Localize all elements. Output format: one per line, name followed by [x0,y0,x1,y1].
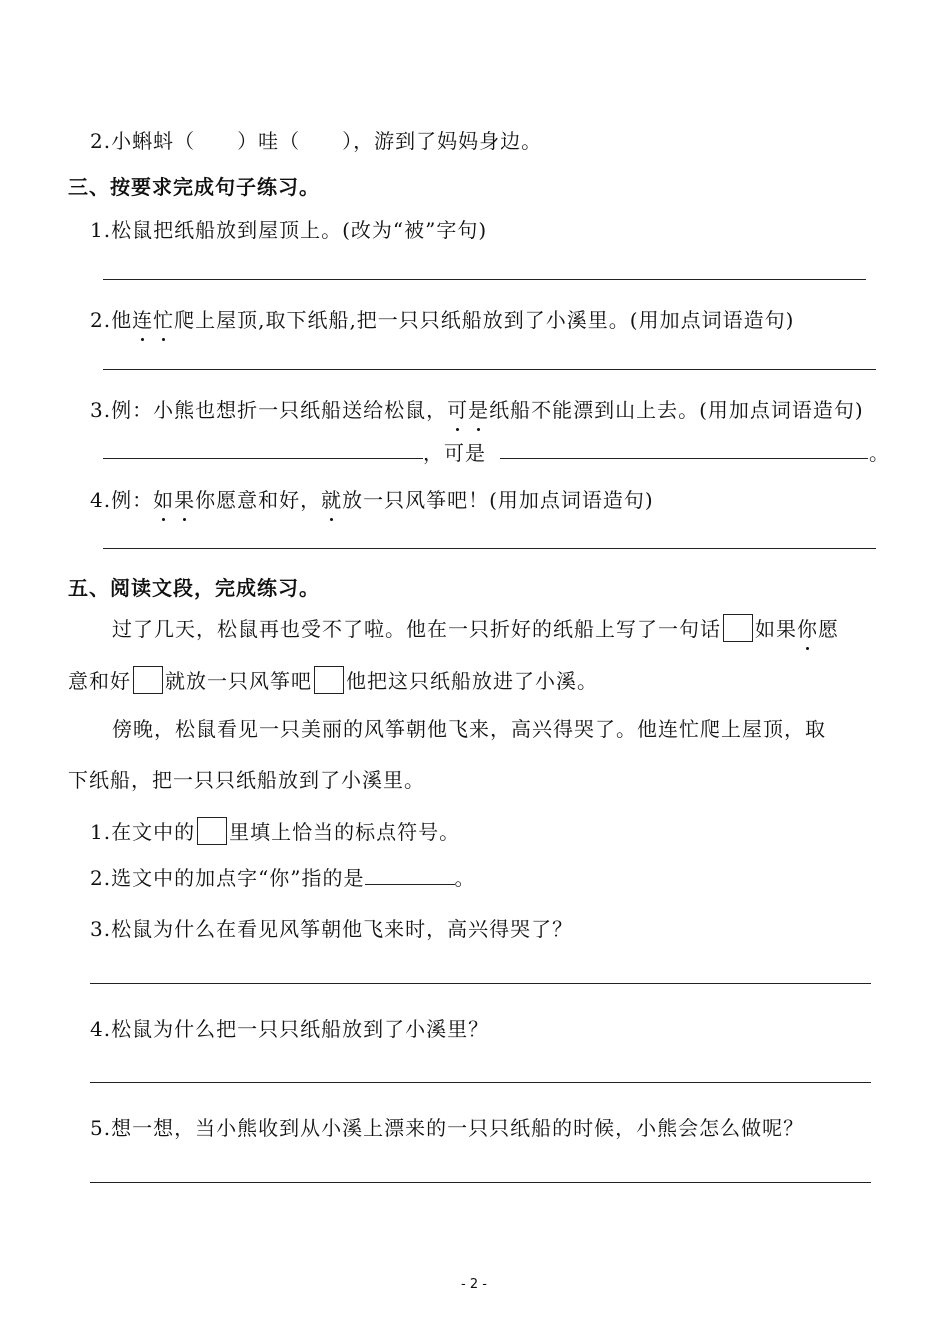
question-5: 5.想一想，当小熊收到从小溪上漂来的一只只纸船的时候，小熊会怎么做呢？ [90,1116,805,1140]
question-1: 1.在文中的 里填上恰当的标点符号。 [90,816,460,845]
answer-line-3-4[interactable] [103,548,876,549]
question-3: 3.松鼠为什么在看见风筝朝他飞来时，高兴得哭了？ [90,917,574,941]
section-3-heading: 三、按要求完成句子练习。 [68,175,320,199]
answer-line-3-2[interactable] [103,369,876,370]
section-5-heading: 五、阅读文段，完成练习。 [68,576,320,600]
answer-line-3-3a[interactable] [103,458,423,459]
dotted-char: 果 [174,484,195,513]
punctuation-box-sample [197,817,227,845]
answer-blank-q2[interactable] [365,866,455,885]
dotted-char: 你 [797,613,818,642]
section-3-item-2: 2.他连忙爬上屋顶,取下纸船,把一只只纸船放到了小溪里。(用加点词语造句) [90,304,794,333]
blank-fill-item-2 [90,125,542,154]
dotted-char: 是 [468,394,489,423]
punctuation-box-2[interactable] [133,666,163,694]
punctuation-box-3[interactable] [314,666,344,694]
item-prefix: 2.小蝌蚪（ [90,129,196,153]
answer-line-3-3b[interactable] [500,458,868,459]
dotted-char: 就 [321,484,342,513]
reading-para-2-line-1: 傍晚，松鼠看见一只美丽的风筝朝他飞来，高兴得哭了。他连忙爬上屋顶，取 [112,717,826,741]
item-suffix: ），游到了妈妈身边。 [342,129,543,153]
dotted-char: 忙 [153,304,174,333]
answer-line-q3[interactable] [90,983,871,984]
reading-para-1-line-1: 过了几天，松鼠再也受不了啦。他在一只折好的纸船上写了一句话 如果你愿 [112,613,839,642]
punctuation-box-1[interactable] [723,614,753,642]
question-4: 4.松鼠为什么把一只只纸船放到了小溪里？ [90,1017,490,1041]
answer-line-q4[interactable] [90,1082,871,1083]
dotted-char: 可 [447,394,468,423]
answer-line-3-1[interactable] [103,279,866,280]
reading-para-2-line-2: 下纸船，把一只只纸船放到了小溪里。 [68,768,425,792]
page-number: - 2 - [461,1277,487,1292]
section-3-item-4: 4.例：如果你愿意和好，就放一只风筝吧！(用加点词语造句) [90,484,654,513]
section-3-item-3: 3.例：小熊也想折一只纸船送给松鼠，可是纸船不能漂到山上去。(用加点词语造句) [90,394,864,423]
reading-para-1-line-2: 意和好 就放一只风筝吧 他把这只纸船放进了小溪。 [68,665,598,694]
dotted-char: 如 [153,484,174,513]
question-2: 2.选文中的加点字“你”指的是 。 [90,866,476,890]
item-mid: ）哇（ [237,129,301,153]
fill-end-text: 。 [869,441,890,465]
section-3-item-1: 1.松鼠把纸船放到屋顶上。(改为“被”字句) [90,218,488,242]
answer-line-q5[interactable] [90,1182,871,1183]
fill-mid-text: ，可是 [423,441,486,465]
dotted-char: 连 [132,304,153,333]
